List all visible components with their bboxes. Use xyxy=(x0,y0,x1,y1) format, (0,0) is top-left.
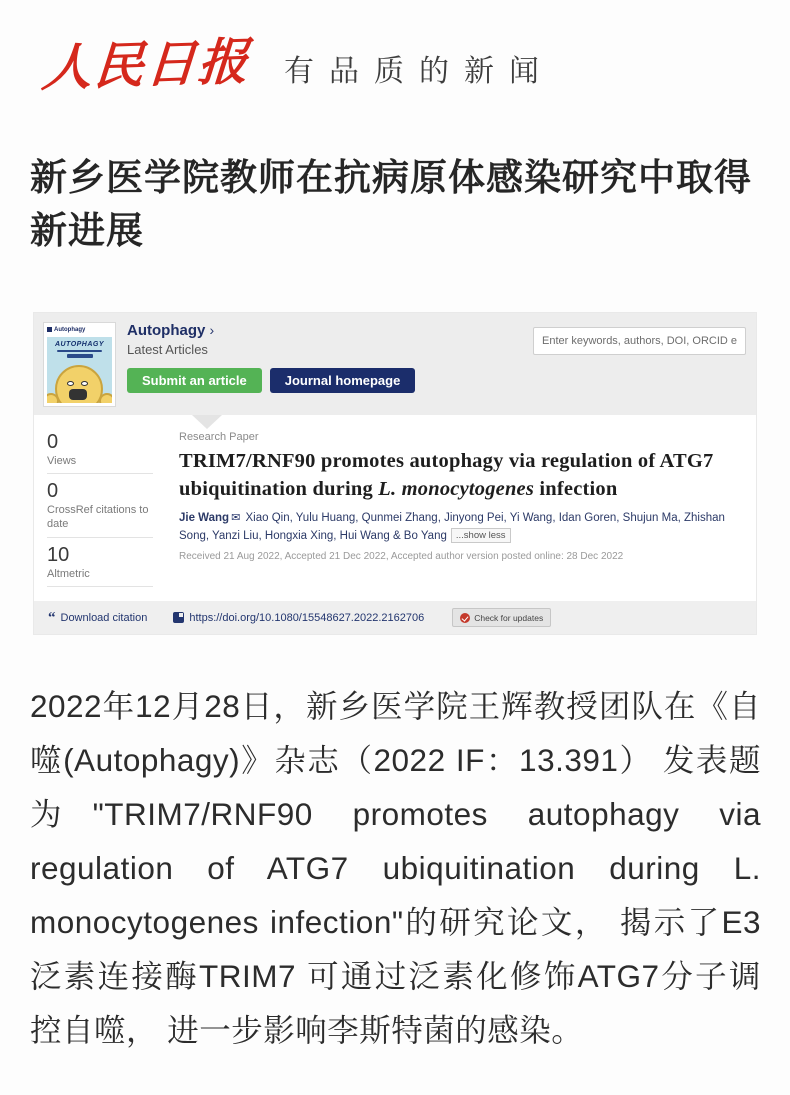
taylor-francis-icon xyxy=(47,327,52,332)
page-title: 新乡医学院教师在抗病原体感染研究中取得新进展 xyxy=(30,157,752,251)
peoples-daily-logo: 人民日报 xyxy=(40,33,252,97)
article-summary-section xyxy=(34,415,756,601)
lead-author-link[interactable]: Jie Wang xyxy=(179,512,230,525)
cover-title: AUTOPHAGY xyxy=(54,340,105,348)
document-icon xyxy=(173,612,184,623)
journal-screenshot-card xyxy=(33,312,757,635)
cover-decor-line xyxy=(67,354,93,358)
paper-type-label: Research Paper xyxy=(179,430,259,443)
doi-link[interactable]: https://doi.org/10.1080/15548627.2022.2162706 xyxy=(173,612,424,624)
masthead-tagline: 有品质的新闻 xyxy=(284,55,554,88)
journal-homepage-button[interactable]: Journal homepage xyxy=(270,368,416,393)
altmetric-label: Altmetric xyxy=(47,566,153,587)
authors-line xyxy=(179,510,744,546)
journal-name-link[interactable]: Autophagy › xyxy=(127,321,215,339)
download-citation-link[interactable]: “ Download citation xyxy=(48,609,148,626)
altmetric-count: 10 xyxy=(47,543,70,566)
cover-cell-character xyxy=(55,365,103,403)
search-input[interactable] xyxy=(533,327,746,355)
paper-history-dates: Received 21 Aug 2022, Accepted 21 Dec 2022, Accepted author version posted online: 28 Dec 2022 xyxy=(179,551,624,562)
journal-cover-thumbnail[interactable] xyxy=(43,322,116,407)
cover-decor-line xyxy=(57,350,103,352)
chevron-right-icon: › xyxy=(209,321,215,338)
show-less-button[interactable]: ...show less xyxy=(451,528,511,543)
crossmark-icon xyxy=(460,613,470,623)
submit-article-button[interactable]: Submit an article xyxy=(127,368,262,393)
views-count: 0 xyxy=(47,430,59,453)
cover-masthead: Autophagy xyxy=(44,323,115,337)
journal-header-band xyxy=(34,313,756,415)
article-action-bar xyxy=(34,601,756,634)
journal-tab-notch xyxy=(192,415,222,429)
article-body-paragraph: 2022年12月28日，新乡医学院王辉教授团队在《自噬(Autophagy)》杂志（2022 IF：13.391） 发表题为"TRIM7/RNF90 promotes autophagy via regulation of ATG7 ubiquitination during L. monocytogenes infection"的研究论文， 揭示了E3泛素连接酶TRIM7 可通过泛素化修饰ATG7分子调控自噬， 进一步影响李斯特菌的感染。 xyxy=(30,688,761,1048)
crossref-label: CrossRef citations to date xyxy=(47,502,153,538)
latest-articles-label: Latest Articles xyxy=(127,341,208,357)
cover-artwork xyxy=(47,337,112,403)
envelope-icon: ✉ xyxy=(231,512,241,525)
masthead xyxy=(0,0,790,100)
coauthors[interactable]: Xiao Qin, Yulu Huang, Qunmei Zhang, Jinyong Pei, Yi Wang, Idan Goren, Shujun Ma, Zhishan Song, Yanzi Liu, Hongxia Xing, Hui Wang & Bo Yang xyxy=(179,512,725,543)
views-label: Views xyxy=(47,453,153,474)
metrics-column xyxy=(47,431,165,593)
check-for-updates-button[interactable]: Check for updates xyxy=(452,608,551,627)
paper-title[interactable]: TRIM7/RNF90 promotes autophagy via regulation of ATG7 ubiquitination during L. monocytogenes infection xyxy=(179,449,714,501)
crossref-count: 0 xyxy=(47,480,59,503)
